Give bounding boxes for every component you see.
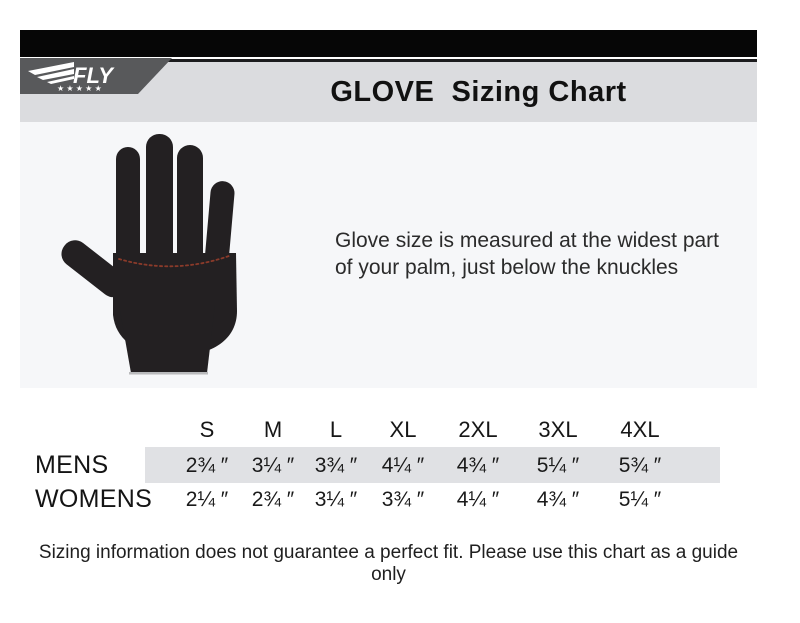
womens-size-value: 2¼ ″ [185,487,229,511]
mens-size-value: 4¼ ″ [381,453,425,477]
mens-size-value: 3¾ ″ [314,453,358,477]
size-column-header: XL [389,417,417,442]
size-column-header: M [263,417,283,442]
womens-size-value: 3¾ ″ [381,487,425,511]
table-corner-cell [20,412,174,448]
womens-size-value: 4¼ ″ [456,487,500,511]
logo-stars: ★ ★ ★ ★ ★ [57,84,102,93]
mens-size-value: 3¼ ″ [251,453,295,477]
womens-size-value: 5¼ ″ [618,487,662,511]
instruction-line-1: Glove size is measured at the widest part [335,229,720,252]
instruction-line-2: of your palm, just below the knuckles [335,256,679,279]
size-column-header: S [199,417,215,442]
womens-size-value: 3¼ ″ [314,487,358,511]
measurement-instruction [335,227,719,281]
size-column-header: 4XL [620,417,660,442]
top-black-bar [20,30,757,57]
fly-logo [20,58,172,94]
womens-size-value: 2¾ ″ [251,487,295,511]
wrist [119,305,215,373]
womens-size-value: 4¾ ″ [536,487,580,511]
page-title: GLOVE Sizing Chart [330,76,627,108]
glove-hand-illustration [55,125,245,375]
mens-size-value: 5¼ ″ [536,453,580,477]
size-column-header: 2XL [458,417,498,442]
womens-row-label: WOMENS [35,485,153,513]
mens-row-label: MENS [35,451,109,479]
measurement-panel [20,122,757,388]
size-column-header: 3XL [538,417,578,442]
mens-size-value: 2¾ ″ [185,453,229,477]
mens-size-value: 5¾ ″ [618,453,662,477]
wrist-shadow [129,372,208,375]
size-column-header: L [329,417,343,442]
mens-size-value: 4¾ ″ [456,453,500,477]
disclaimer-note: Sizing information does not guarantee a perfect fit. Please use this chart as a guide only [38,542,739,585]
logo-wordmark: FLY [73,63,113,88]
size-table [20,412,680,516]
